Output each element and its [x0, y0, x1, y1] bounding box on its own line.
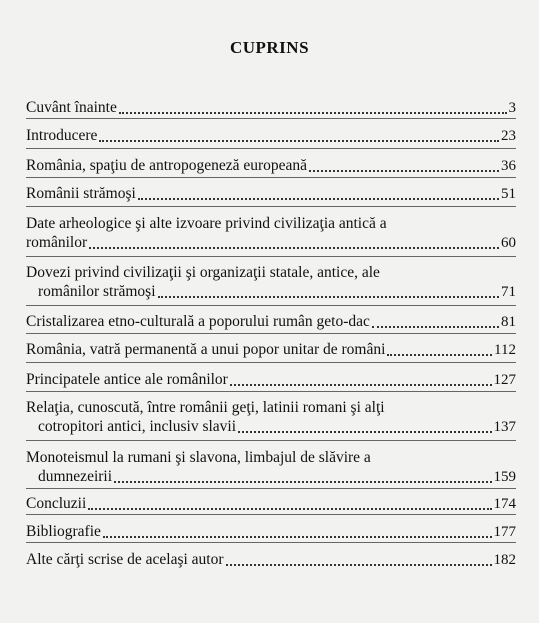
- separator: [26, 118, 516, 119]
- toc-entry: [26, 126, 516, 146]
- toc-entry-title: Introducere: [26, 127, 98, 144]
- toc-entry: [26, 398, 516, 437]
- toc-page-number: 81: [501, 314, 516, 330]
- separator: [26, 391, 516, 392]
- toc-entry-title-line1: Relaţia, cunoscută, între românii geţi, latinii romani şi alţi: [26, 399, 385, 416]
- toc-entry-title-line2: dumnezeirii: [38, 468, 113, 485]
- toc-entry: [26, 522, 516, 542]
- toc-page-number: 36: [501, 158, 516, 174]
- dot-leader: [88, 508, 491, 510]
- dot-leader: [119, 112, 507, 114]
- toc-entry: [26, 494, 516, 514]
- toc-entry: [26, 263, 516, 302]
- toc-entry: [26, 98, 516, 118]
- dot-leader: [226, 564, 492, 566]
- dot-leader: [89, 247, 499, 249]
- toc-entry-title-line1: Date arheologice şi alte izvoare privind civilizaţia antică a: [26, 215, 387, 232]
- toc-entry: [26, 184, 516, 204]
- toc-entry: [26, 156, 516, 176]
- toc-page-number: 3: [508, 100, 516, 116]
- toc-entry: [26, 370, 516, 390]
- toc-page-number: 182: [493, 552, 516, 568]
- toc-entry-title: Alte cărţi scrise de acelaşi autor: [26, 551, 224, 568]
- toc-entry: [26, 214, 516, 253]
- separator: [26, 177, 516, 178]
- toc-page-number: 159: [493, 469, 516, 485]
- toc-entry-title-line2: cotropitori antici, inclusiv slavii: [38, 418, 237, 435]
- toc-page-number: 23: [501, 128, 516, 144]
- toc-page-number: 60: [501, 235, 516, 251]
- toc-page-number: 51: [501, 186, 516, 202]
- dot-leader: [158, 296, 499, 298]
- dot-leader: [138, 198, 499, 200]
- toc-entry-title: Cristalizarea etno-culturală a poporului rumân geto-dac: [26, 313, 370, 330]
- dot-leader: [99, 140, 499, 142]
- dot-leader: [372, 326, 499, 328]
- separator: [26, 514, 516, 515]
- toc-page-number: 127: [493, 372, 516, 388]
- dot-leader: [387, 354, 492, 356]
- toc-entry: [26, 312, 516, 332]
- dot-leader: [230, 384, 492, 386]
- toc-entry: [26, 340, 516, 360]
- separator: [26, 362, 516, 363]
- toc-entry: [26, 550, 516, 570]
- toc-page-number: 174: [493, 496, 516, 512]
- separator: [26, 206, 516, 207]
- dot-leader: [114, 481, 491, 483]
- separator: [26, 305, 516, 306]
- separator: [26, 440, 516, 441]
- toc-entry-title-line1: Dovezi privind civilizaţii şi organizaţii statale, antice, ale: [26, 264, 380, 281]
- toc-entry-title: Principatele antice ale românilor: [26, 371, 228, 388]
- separator: [26, 333, 516, 334]
- toc-page-number: 177: [493, 524, 516, 540]
- toc-entry-title: România, spaţiu de antropogeneză europeană: [26, 157, 308, 174]
- toc-entry-title-line2: românilor strămoşi: [38, 283, 156, 300]
- separator: [26, 542, 516, 543]
- toc-page-number: 112: [494, 342, 516, 358]
- separator: [26, 256, 516, 257]
- toc-entry-title-line2: românilor: [26, 234, 88, 251]
- toc-page-number: 137: [493, 419, 516, 435]
- toc-entry-title: Bibliografie: [26, 523, 101, 540]
- toc-entry-title: Concluzii: [26, 495, 87, 512]
- toc-entry-title: România, vatră permanentă a unui popor unitar de români: [26, 341, 386, 358]
- toc-entry-title: Cuvânt înainte: [26, 99, 117, 116]
- dot-leader: [238, 431, 491, 433]
- page-title: CUPRINS: [229, 38, 310, 57]
- toc-entry-title: Românii strămoşi: [26, 185, 136, 202]
- separator: [26, 148, 516, 149]
- toc-entry-title-line1: Monoteismul la rumani şi slavona, limbajul de slăvire a: [26, 449, 371, 466]
- separator: [26, 488, 516, 489]
- dot-leader: [309, 170, 499, 172]
- toc-entry: [26, 448, 516, 487]
- dot-leader: [103, 536, 492, 538]
- toc-page-number: 71: [501, 284, 516, 300]
